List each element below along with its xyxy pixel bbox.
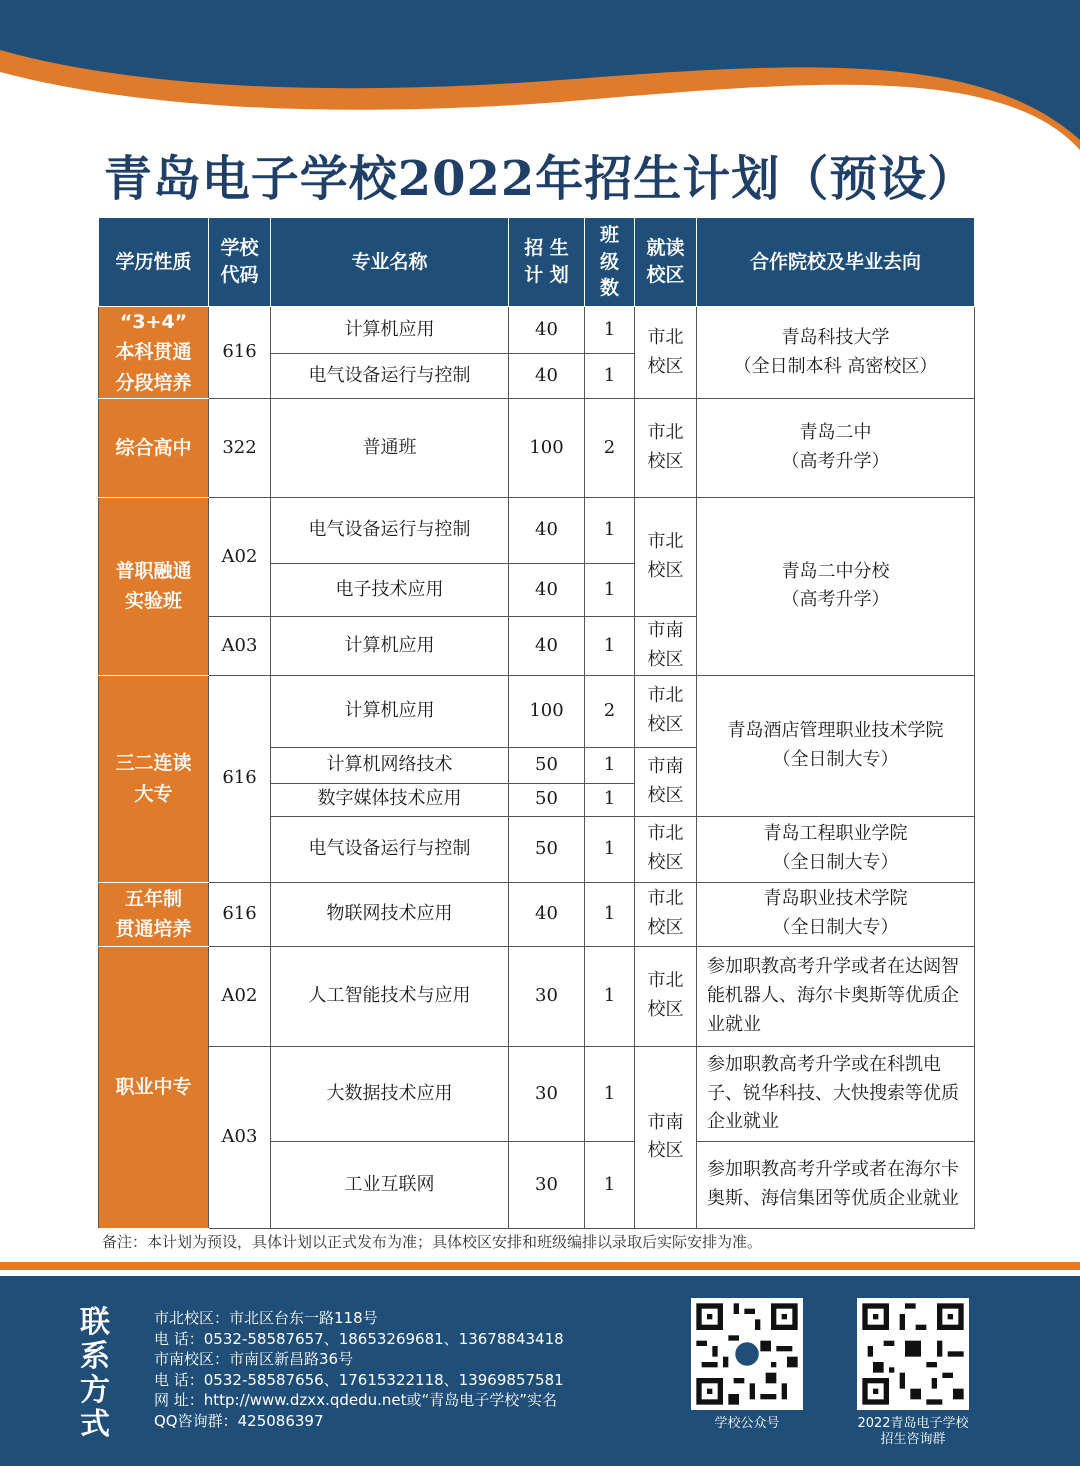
destination-cell: 青岛科技大学 （全日制本科 高密校区） [697, 307, 975, 399]
classes-cell: 2 [585, 399, 635, 498]
classes-cell: 1 [585, 946, 635, 1046]
code-cell: 616 [209, 307, 271, 399]
classes-cell: 1 [585, 816, 635, 882]
destination-cell: 青岛二中 （高考升学） [697, 399, 975, 498]
code-cell: 616 [209, 675, 271, 882]
campus-cell: 市北 校区 [635, 399, 697, 498]
classes-cell: 1 [585, 564, 635, 617]
code-cell: A03 [209, 1046, 271, 1228]
header-wave [0, 0, 1080, 150]
table-row [99, 399, 975, 498]
campus-cell: 市南 校区 [635, 617, 697, 676]
category-cell: 普职融通 实验班 [99, 498, 209, 676]
major-cell: 计算机应用 [271, 617, 509, 676]
major-cell: 工业互联网 [271, 1142, 509, 1229]
plan-cell: 40 [509, 882, 585, 946]
major-cell: 电子技术应用 [271, 564, 509, 617]
major-cell: 数字媒体技术应用 [271, 783, 509, 816]
major-cell: 大数据技术应用 [271, 1046, 509, 1141]
contact-info [154, 1308, 564, 1431]
contact-line: 市南校区：市南区新昌路36号 [154, 1350, 354, 1368]
destination-cell: 青岛职业技术学院 （全日制大专） [697, 882, 975, 946]
footnote: 备注：本计划为预设，具体计划以正式发布为准；具体校区安排和班级编排以录取后实际安排为准。 [102, 1233, 763, 1251]
major-cell: 电气设备运行与控制 [271, 498, 509, 564]
contact-line: 电 话：0532-58587656、17615322118、13969857581 [154, 1370, 564, 1389]
code-cell: 616 [209, 882, 271, 946]
category-cell: 综合高中 [99, 399, 209, 498]
header-partner: 合作院校及毕业去向 [697, 218, 975, 307]
destination-cell: 青岛工程职业学院 （全日制大专） [697, 816, 975, 882]
classes-cell: 1 [585, 307, 635, 354]
code-cell: A02 [209, 946, 271, 1046]
campus-cell: 市北 校区 [635, 816, 697, 882]
code-cell: A03 [209, 617, 271, 676]
major-cell: 计算机应用 [271, 307, 509, 354]
classes-cell: 1 [585, 1046, 635, 1141]
header-campus: 就读 校区 [635, 218, 697, 307]
campus-cell: 市北 校区 [635, 882, 697, 946]
category-cell: “3+4” 本科贯通 分段培养 [99, 307, 209, 399]
divider [0, 1262, 1080, 1270]
destination-cell: 青岛二中分校 （高考升学） [697, 498, 975, 676]
table-row [99, 307, 975, 354]
classes-cell: 2 [585, 675, 635, 747]
code-cell: 322 [209, 399, 271, 498]
contact-line: QQ咨询群：425086397 [154, 1411, 324, 1430]
major-cell: 物联网技术应用 [271, 882, 509, 946]
header-classes: 班 级 数 [585, 218, 635, 307]
qr-code-icon [857, 1298, 969, 1410]
contact-line: 电 话：0532-58587657、18653269681、13678843418 [154, 1329, 564, 1348]
qr-caption: 学校公众号 [714, 1416, 780, 1431]
qr-caption: 2022青岛电子学校 招生咨询群 [857, 1416, 969, 1447]
table-row [99, 882, 975, 946]
destination-cell: 参加职教高考升学或者在海尔卡奥斯、海信集团等优质企业就业 [697, 1142, 975, 1229]
major-cell: 电气设备运行与控制 [271, 816, 509, 882]
contact-line: 网 址：http://www.dzxx.qdedu.net或“青岛电子学校”实名 [154, 1391, 558, 1409]
classes-cell: 1 [585, 1142, 635, 1229]
table-row [99, 946, 975, 1046]
classes-cell: 1 [585, 747, 635, 783]
destination-cell: 参加职教高考升学或在科凯电子、锐华科技、大快搜索等优质企业就业 [697, 1046, 975, 1141]
plan-cell: 30 [509, 946, 585, 1046]
campus-cell: 市北 校区 [635, 946, 697, 1046]
plan-cell: 50 [509, 816, 585, 882]
plan-cell: 40 [509, 354, 585, 399]
plan-cell: 30 [509, 1142, 585, 1229]
header-code: 学校 代码 [209, 218, 271, 307]
category-cell: 职业中专 [99, 946, 209, 1228]
plan-cell: 100 [509, 675, 585, 747]
header-type: 学历性质 [99, 218, 209, 307]
major-cell: 计算机应用 [271, 675, 509, 747]
campus-cell: 市南 校区 [635, 747, 697, 816]
classes-cell: 1 [585, 498, 635, 564]
contact-line: 市北校区：市北区台东一路118号 [154, 1309, 378, 1327]
category-cell: 三二连读 大专 [99, 675, 209, 882]
contact-label: 联 系 方 式 [80, 1305, 110, 1442]
page-title: 青岛电子学校2022年招生计划（预设） [103, 151, 977, 207]
plan-cell: 40 [509, 617, 585, 676]
plan-cell: 50 [509, 783, 585, 816]
enrollment-table [98, 217, 975, 1229]
plan-cell: 100 [509, 399, 585, 498]
major-cell: 人工智能技术与应用 [271, 946, 509, 1046]
plan-cell: 40 [509, 307, 585, 354]
classes-cell: 1 [585, 783, 635, 816]
table-row [99, 675, 975, 747]
contact-footer [0, 1276, 1080, 1466]
plan-cell: 40 [509, 564, 585, 617]
plan-cell: 40 [509, 498, 585, 564]
campus-cell: 市南 校区 [635, 1046, 697, 1228]
qr-code-icon [691, 1298, 803, 1410]
major-cell: 普通班 [271, 399, 509, 498]
category-cell: 五年制 贯通培养 [99, 882, 209, 946]
table-row [99, 1046, 975, 1141]
classes-cell: 1 [585, 882, 635, 946]
campus-cell: 市北 校区 [635, 307, 697, 399]
major-cell: 计算机网络技术 [271, 747, 509, 783]
destination-cell: 青岛酒店管理职业技术学院 （全日制大专） [697, 675, 975, 816]
major-cell: 电气设备运行与控制 [271, 354, 509, 399]
table-row [99, 498, 975, 564]
table-header [99, 218, 975, 307]
code-cell: A02 [209, 498, 271, 617]
campus-cell: 市北 校区 [635, 498, 697, 617]
header-plan: 招 生 计 划 [509, 218, 585, 307]
classes-cell: 1 [585, 617, 635, 676]
plan-cell: 30 [509, 1046, 585, 1141]
campus-cell: 市北 校区 [635, 675, 697, 747]
destination-cell: 参加职教高考升学或者在达闼智能机器人、海尔卡奥斯等优质企业就业 [697, 946, 975, 1046]
plan-cell: 50 [509, 747, 585, 783]
classes-cell: 1 [585, 354, 635, 399]
header-major: 专业名称 [271, 218, 509, 307]
